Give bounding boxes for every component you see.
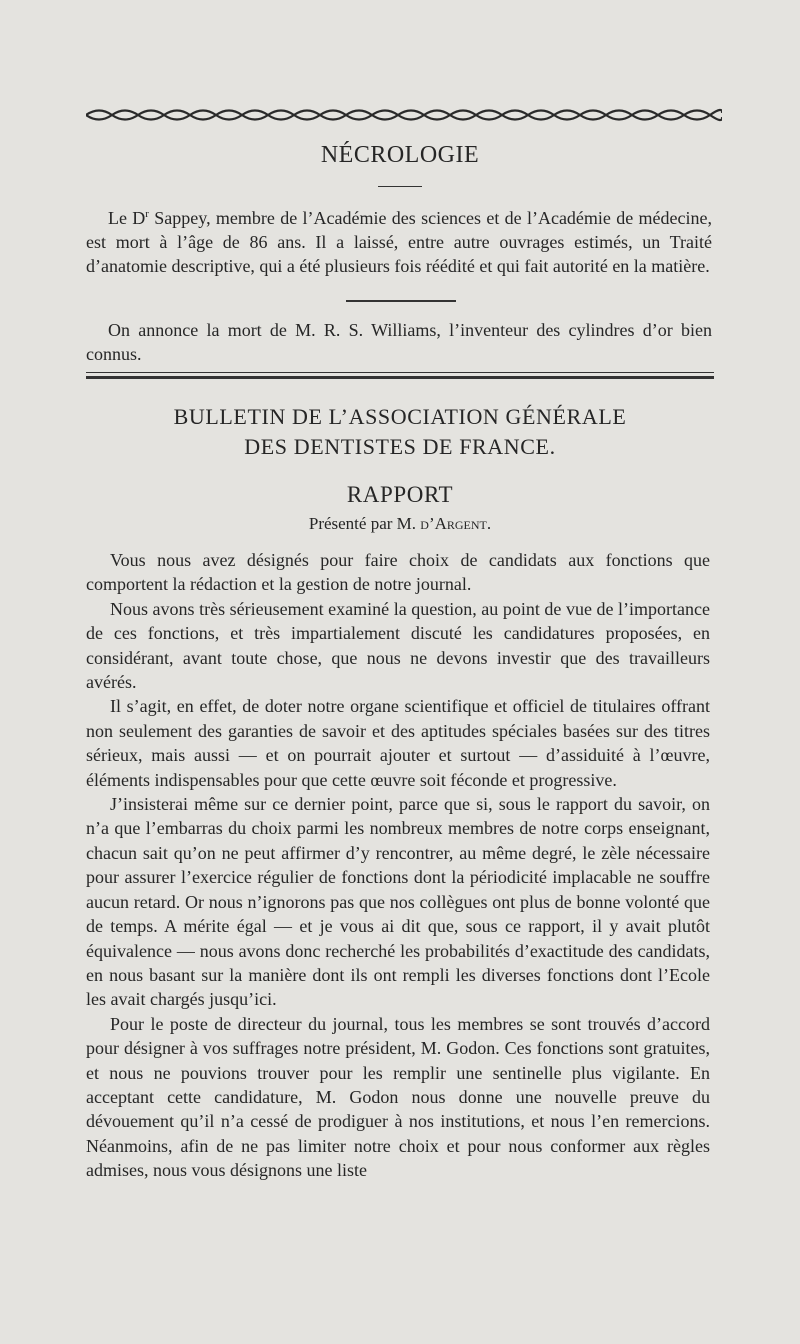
rapport-body bbox=[86, 548, 710, 1183]
bulletin-heading-line-2: DES DENTISTES DE FRANCE. bbox=[244, 434, 556, 459]
double-rule-bottom bbox=[86, 376, 714, 379]
rapport-paragraph: Pour le poste de directeur du journal, tous les membres se sont trouvés d’accord pour désigner à vos suffrages notre président, M. Godon. Ces fonctions sont gratuites, et nous ne pouvions trouver pour les remplir une sentinelle plus vigilante. En acceptant cette candidature, M. Godon nous donne une nouvelle preuve du dévouement qu’il n’a cessé de prodiguer à nos institutions, et nous l’en remercions. Néanmoins, afin de ne pas limiter notre choix et pour nous conformer aux règles admises, nous vous désignons une liste bbox=[86, 1013, 710, 1181]
necrologie-paragraph-2: On annonce la mort de M. R. S. Williams, l’inventeur des cylindres d’or bien connus. bbox=[86, 320, 712, 364]
author-end: . bbox=[486, 514, 492, 533]
author-name: d’Argent bbox=[420, 514, 487, 533]
double-rule-top bbox=[86, 372, 714, 373]
necrologie-paragraph-1 bbox=[86, 202, 712, 278]
short-divider bbox=[346, 300, 456, 302]
decorative-chain-ornament bbox=[86, 104, 722, 126]
rapport-paragraph: Nous avons très sérieusement examiné la question, au point de vue de l’importance de ces fonctions, et très impartialement discuté les candidatures proposées, en considérant, avant toute chose, que nous ne devons investir que des travailleurs avérés. bbox=[86, 598, 710, 693]
rapport-paragraph: J’insisterai même sur ce dernier point, parce que si, sous le rapport du savoir, on n’a que l’embarras du choix parmi les nombreux membres de notre corps enseignant, chacun sait qu’on ne peut affirmer d’y rencontrer, au même degré, le zèle nécessaire pour assurer l’exercice régulier de fonctions dont la périodicité implacable ne souffre aucun retard. Or nous n’ignorons pas que nos collègues ont plus de bonne volonté que de temps. A mérite égal — et je vous ai dit que, sous ce rapport, il y avait plutôt équivalence — nous avons donc recherché les probabilités d’exactitude des candidats, en nous basant sur la manière dont ils ont rempli les diverses fonctions dont l’Ecole les avait chargés jusqu’ici. bbox=[86, 794, 710, 1010]
presented-by bbox=[0, 514, 800, 534]
p1-superscript: r bbox=[145, 208, 149, 220]
rapport-title: RAPPORT bbox=[346, 482, 454, 507]
bulletin-heading-line-1: BULLETIN DE L’ASSOCIATION GÉNÉRALE bbox=[173, 404, 627, 429]
necrologie-title: NÉCROLOGIE bbox=[320, 142, 480, 168]
rapport-paragraph: Il s’agit, en effet, de doter notre organe scientifique et officiel de titulaires offrant non seulement des garanties de savoir et des aptitudes spéciales basées sur des titres sérieux, mais aussi — et on pourrait ajouter et surtout — d’assiduité à l’œuvre, éléments indispensables pour que cette œuvre soit féconde et progressive. bbox=[86, 696, 710, 790]
presented-by-label: Présenté par M. bbox=[308, 514, 421, 533]
p1-prefix: Le D bbox=[108, 208, 146, 228]
title-divider bbox=[378, 186, 422, 187]
p1-rest: Sappey, membre de l’Académie des sciences et de l’Académie de médecine, est mort à l’âge de 86 ans. Il a laissé, entre autre ouvrages estimés, un Traité d’anatomie descriptive, qui a été plusieurs fois réédité et qui fait autorité en la matière. bbox=[86, 208, 712, 276]
rapport-paragraph: Vous nous avez désignés pour faire choix de candidats aux fonctions que comportent la rédaction et la gestion de notre journal. bbox=[86, 550, 710, 595]
